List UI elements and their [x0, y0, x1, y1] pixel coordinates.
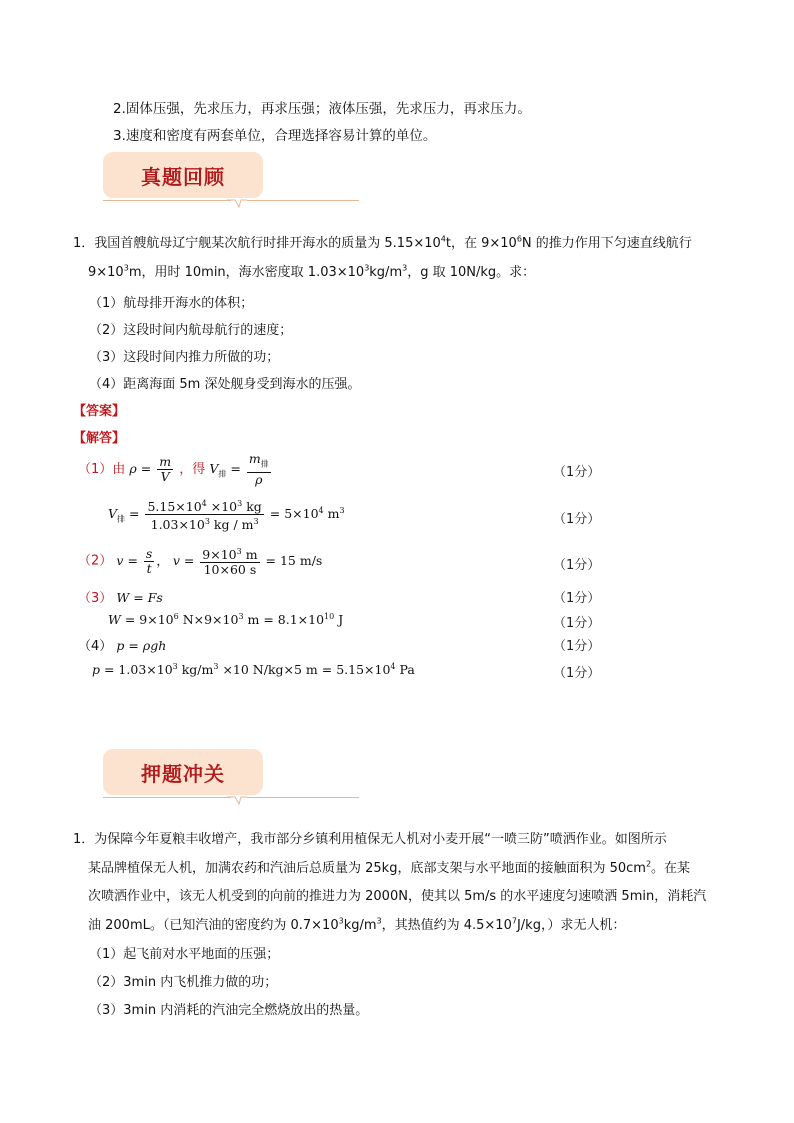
question-1-line-1: 1．我国首艘航母辽宁舰某次航行时排开海水的质量为 $5.15\times 10^4t$，在 $9\times 10^6N$ 的推力作用下匀速直线航行 — [73, 234, 692, 251]
question-1-sub-2: （2）这段时间内航母航行的速度； — [89, 323, 293, 338]
question-2-sub-2: （2）3min 内飞机推力做的功； — [89, 975, 278, 990]
section-title: 真题回顾 — [141, 165, 225, 189]
score-7: （1分） — [553, 666, 601, 681]
score-6: （1分） — [553, 639, 601, 654]
question-1-sub-1: （1）航母排开海水的体积； — [89, 296, 254, 311]
solution-step-6: （4） p = ρgh — [78, 638, 167, 654]
question-1-sub-4: （4）距离海面 5m 深处舰身受到海水的压强。 — [89, 377, 361, 392]
question-2-line-2: 某品牌植保无人机，加满农药和汽油后总质量为 25kg，底部支架与水平地面的接触面积为 $50cm^2$。在某 — [88, 859, 691, 876]
score-1: （1分） — [553, 465, 601, 480]
answer-label: 【答案】 — [73, 404, 126, 419]
solution-step-4: （3） W = Fs — [78, 590, 163, 606]
banner-pointer-icon — [227, 793, 247, 805]
tip-3: 3.速度和密度有两套单位，合理选择容易计算的单位。 — [113, 128, 437, 144]
score-3: （1分） — [553, 558, 601, 573]
score-4: （1分） — [553, 591, 601, 606]
question-2-line-4: 油 200mL。（已知汽油的密度约为 $0.7\times 10^3kg/m^3$，其热值约为 $4.5\times 10^7J/kg$，）求无人机： — [88, 916, 626, 933]
score-2: （1分） — [553, 512, 601, 527]
solution-step-2: $V_排$ = $\frac{5.15\times 10^4 \times 10^3 kg}{1.03\times 10^3 kg / m^3}$ = $5\times 10^4$ $m^3$ — [108, 499, 345, 533]
question-1-sub-3: （3）这段时间内推力所做的功； — [89, 350, 280, 365]
solution-step-5: $W = 9\times 10^6$ $N\times 9\times 10^3$ $m = 8.1\times 10^{10}$ J — [108, 612, 344, 628]
section-title: 押题冲关 — [141, 762, 225, 786]
solution-step-3: （2） v = $\frac{s}{t}$ ， v = $\frac{9\times 10^3 m}{10\times 60 s}$ = 15 m/s — [78, 545, 323, 578]
banner-pointer-icon — [227, 196, 247, 208]
question-1-line-2: $9\times 10^3m$，用时 10min，海水密度取 $1.03\times 10^3kg/m^3$，g 取 10N/kg。求： — [88, 263, 536, 280]
score-5: （1分） — [553, 616, 601, 631]
tip-2: 2.固体压强，先求压力，再求压强；液体压强，先求压力，再求压力。 — [113, 101, 531, 117]
solution-step-1: （1）由 ρ = $\frac{m}{V}$ ，得 $V_排$ = $\frac{m_排}{\rho}$ — [78, 451, 269, 487]
solution-label: 【解答】 — [73, 431, 126, 446]
question-2-line-1: 1．为保障今年夏粮丰收增产，我市部分乡镇利用植保无人机对小麦开展“一喷三防”喷洒作业。如图所示 — [73, 832, 667, 847]
question-2-sub-1: （1）起飞前对水平地面的压强； — [89, 947, 280, 962]
section-banner-predict — [103, 749, 263, 795]
solution-step-7: $p = 1.03\times 10^3$ $kg/m^3 \times 10$ N/kg×5 $m = 5.15\times 10^4$ Pa — [92, 662, 415, 678]
section-banner-review — [103, 152, 263, 198]
question-2-sub-3: （3）3min 内消耗的汽油完全燃烧放出的热量。 — [89, 1003, 369, 1018]
question-2-line-3: 次喷洒作业中，该无人机受到的向前的推进力为 2000N，使其以 5m/s 的水平速度匀速喷洒 5min，消耗汽 — [88, 889, 707, 904]
